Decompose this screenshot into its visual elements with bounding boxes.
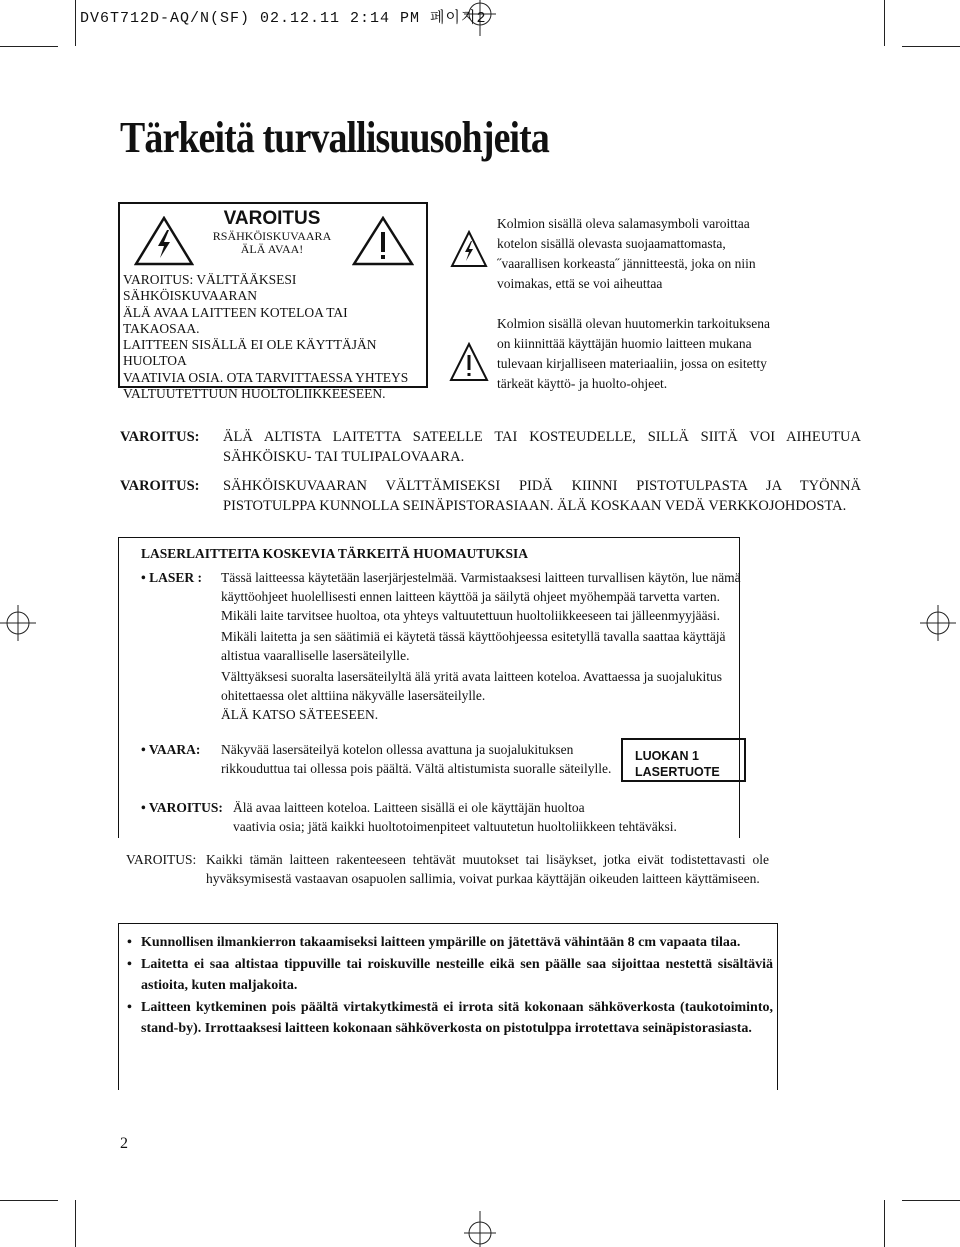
registration-mark-icon: [920, 605, 956, 641]
modification-text: Kaikki tämän laitteen rakenteeseen tehtävät muutokset tai lisäykset, jotka eivät todistettavasti ole hyväksymisestä vastaavan osapuolen sallimia, voivat purkaa käyttäjän oikeuden laitteen käyttämiseen.: [206, 852, 769, 886]
laser-class-line: LASERTUOTE: [635, 765, 720, 779]
crop-mark: [0, 1200, 58, 1201]
laser-body: [221, 568, 741, 724]
crop-mark: [75, 0, 76, 46]
bullet-dot: •: [127, 1000, 132, 1015]
laser-paragraph: Välttyäksesi suoralta lasersäteilyltä älä yritä avata laitteen koteloa. Avattaessa ja suojalukitus ohitettaessa olet alttiina näkyvälle lasersäteilylle.: [221, 669, 722, 703]
print-header: DV6T712D-AQ/N(SF) 02.12.11 2:14 PM 페이지2: [80, 10, 487, 27]
warning-sub-2: ÄLÄ AVAA!: [240, 242, 304, 256]
warning-sub-1: RSÄHKÖISKUVAARA: [212, 229, 332, 243]
crop-mark: [75, 1200, 76, 1247]
warning-label: VAROITUS:: [120, 478, 200, 494]
warning-text: SÄHKÖISKUVAARAN VÄLTTÄMISEKSI PIDÄ KIINNI PISTOTULPASTA JA TYÖNNÄ PISTOTULPPA KUNNOLLA SEINÄPISTORASIAAN. ÄLÄ KOSKAAN VEDÄ VERKKOJOHDOSTA.: [223, 478, 861, 514]
crop-mark: [902, 46, 960, 47]
lightning-symbol-text: Kolmion sisällä oleva salamasymboli varoittaa kotelon sisällä olevasta suojaamattomasta, ˝vaarallisen korkeasta˝ jännitteestä, joka on niin voimakas, että se voi aiheuttaa: [497, 216, 756, 291]
varoitus-bullet: [141, 798, 741, 838]
safety-bullet-text: Laitetta ei saa altistaa tippuville tai roiskuville nesteille eikä sen päälle saa sijoittaa nestettä sisältäviä astioita, kuten maljakoita.: [141, 957, 773, 993]
crop-mark: [902, 1200, 960, 1201]
warning-text: ÄLÄ ALTISTA LAITETTA SATEELLE TAI KOSTEUDELLE, SILLÄ SIITÄ VOI AIHEUTUA SÄHKÖISKU- TAI TULIPALOVAARA.: [223, 429, 861, 465]
laser-paragraph: ÄLÄ KATSO SÄTEESEEN.: [221, 707, 379, 722]
exclamation-triangle-icon: [352, 216, 414, 266]
vaara-text: Näkyvää lasersäteilyä kotelon ollessa avattuna ja suojalukituksen rikkouduttua tai ollessa pois päältä. Vältä altistumista suoralle säteilylle.: [221, 742, 612, 776]
exclamation-symbol-text: Kolmion sisällä olevan huutomerkin tarkoituksena on kiinnittää käyttäjän huomio laitteen mukana tulevaan kirjalliseen materiaaliin, jossa on esitetty tärkeät käyttö- ja huolto-ohjeet.: [497, 316, 770, 391]
laser-class-label: [621, 738, 746, 782]
laser-notice-box: [118, 537, 740, 838]
warning-paragraph-rain: [120, 427, 861, 467]
vaara-label: • VAARA:: [141, 742, 201, 757]
laser-class-line: LUOKAN 1: [635, 749, 699, 763]
warning-paragraph-plug: [120, 476, 861, 536]
warning-label: VAROITUS:: [120, 429, 200, 445]
laser-notice-title: LASERLAITTEITA KOSKEVIA TÄRKEITÄ HUOMAUTUKSIA: [141, 546, 528, 561]
modification-warning: [126, 850, 769, 910]
safety-bullet: [125, 954, 773, 996]
warning-heading: VAROITUS: [223, 208, 321, 229]
safety-bullet-text: Kunnollisen ilmankierron takaamiseksi laitteen ympärille on jätettävä vähintään 8 cm vapaata tilaa.: [141, 935, 741, 950]
warning-box-text: VAROITUS: VÄLTTÄÄKSESI SÄHKÖISKUVAARAN ÄLÄ AVAA LAITTEEN KOTELOA TAI TAKAOSAA. LAITTEEN SISÄLLÄ EI OLE KÄYTTÄJÄN HUOLTOA VAATIVIA OSIA. OTA TARVITTAESSA YHTEYS VALTUUTETTUUN HUOLTOLIIKKEESEEN.: [123, 272, 409, 402]
safety-bullet-list: [125, 932, 773, 1040]
safety-bullet: [125, 932, 773, 953]
varoitus-line-2: vaativia osia; jätä kaikki huoltotoimenpiteet valtuutetun huoltoliikkeen tehtäväksi.: [233, 819, 677, 834]
varoitus-label: • VAROITUS:: [141, 800, 223, 815]
registration-mark-icon: [462, 1211, 498, 1247]
crop-mark: [884, 1200, 885, 1247]
registration-mark-icon: [0, 605, 36, 641]
exclamation-triangle-icon: [449, 342, 489, 382]
laser-paragraph: Mikäli laitetta ja sen säätimiä ei käytetä tässä käyttöohjeessa esitetyllä tavalla saattaa käyttäjä altistua vaaralliselle lasersäteilylle.: [221, 629, 726, 663]
bullet-dot: •: [127, 935, 132, 950]
lightning-triangle-icon: [134, 216, 194, 266]
lightning-triangle-icon: [450, 230, 488, 268]
laser-paragraph: Tässä laitteessa käytetään laserjärjestelmää. Varmistaaksesi laitteen turvallisen käytön, lue nämä käyttöohjeet huolellisesti ennen laitteen käyttöä ja säilytä ohjeet myöhempää tarvetta varten. Mikäli laite tarvitsee huoltoa, ota yhteys valtuutettuun huoltoliikkeeseen tai jälleenmyyjääsi.: [221, 570, 741, 623]
page-title: Tärkeitä turvallisuusohjeita: [120, 113, 549, 162]
bullet-dot: •: [127, 957, 132, 972]
warning-heading-group: [204, 208, 340, 256]
crop-mark: [884, 0, 885, 46]
laser-bullet: [141, 568, 741, 738]
safety-bullet: [125, 997, 773, 1039]
safety-bullets-box: [118, 923, 778, 1090]
safety-bullet-text: Laitteen kytkeminen pois päältä virtakytkimestä ei irrota sitä kokonaan sähköverkosta (taukotoiminto, stand-by). Irrottaaksesi laitteen kokonaan sähköverkosta on pistotulppa irrotettava seinäpistorasiasta.: [141, 1000, 773, 1036]
varoitus-line-1: Älä avaa laitteen koteloa. Laitteen sisällä ei ole käyttäjän huoltoa: [233, 800, 585, 815]
modification-label: VAROITUS:: [126, 852, 197, 867]
page-number: 2: [120, 1135, 128, 1152]
laser-label: • LASER :: [141, 570, 202, 585]
crop-mark: [0, 46, 58, 47]
warning-box: [118, 202, 428, 402]
